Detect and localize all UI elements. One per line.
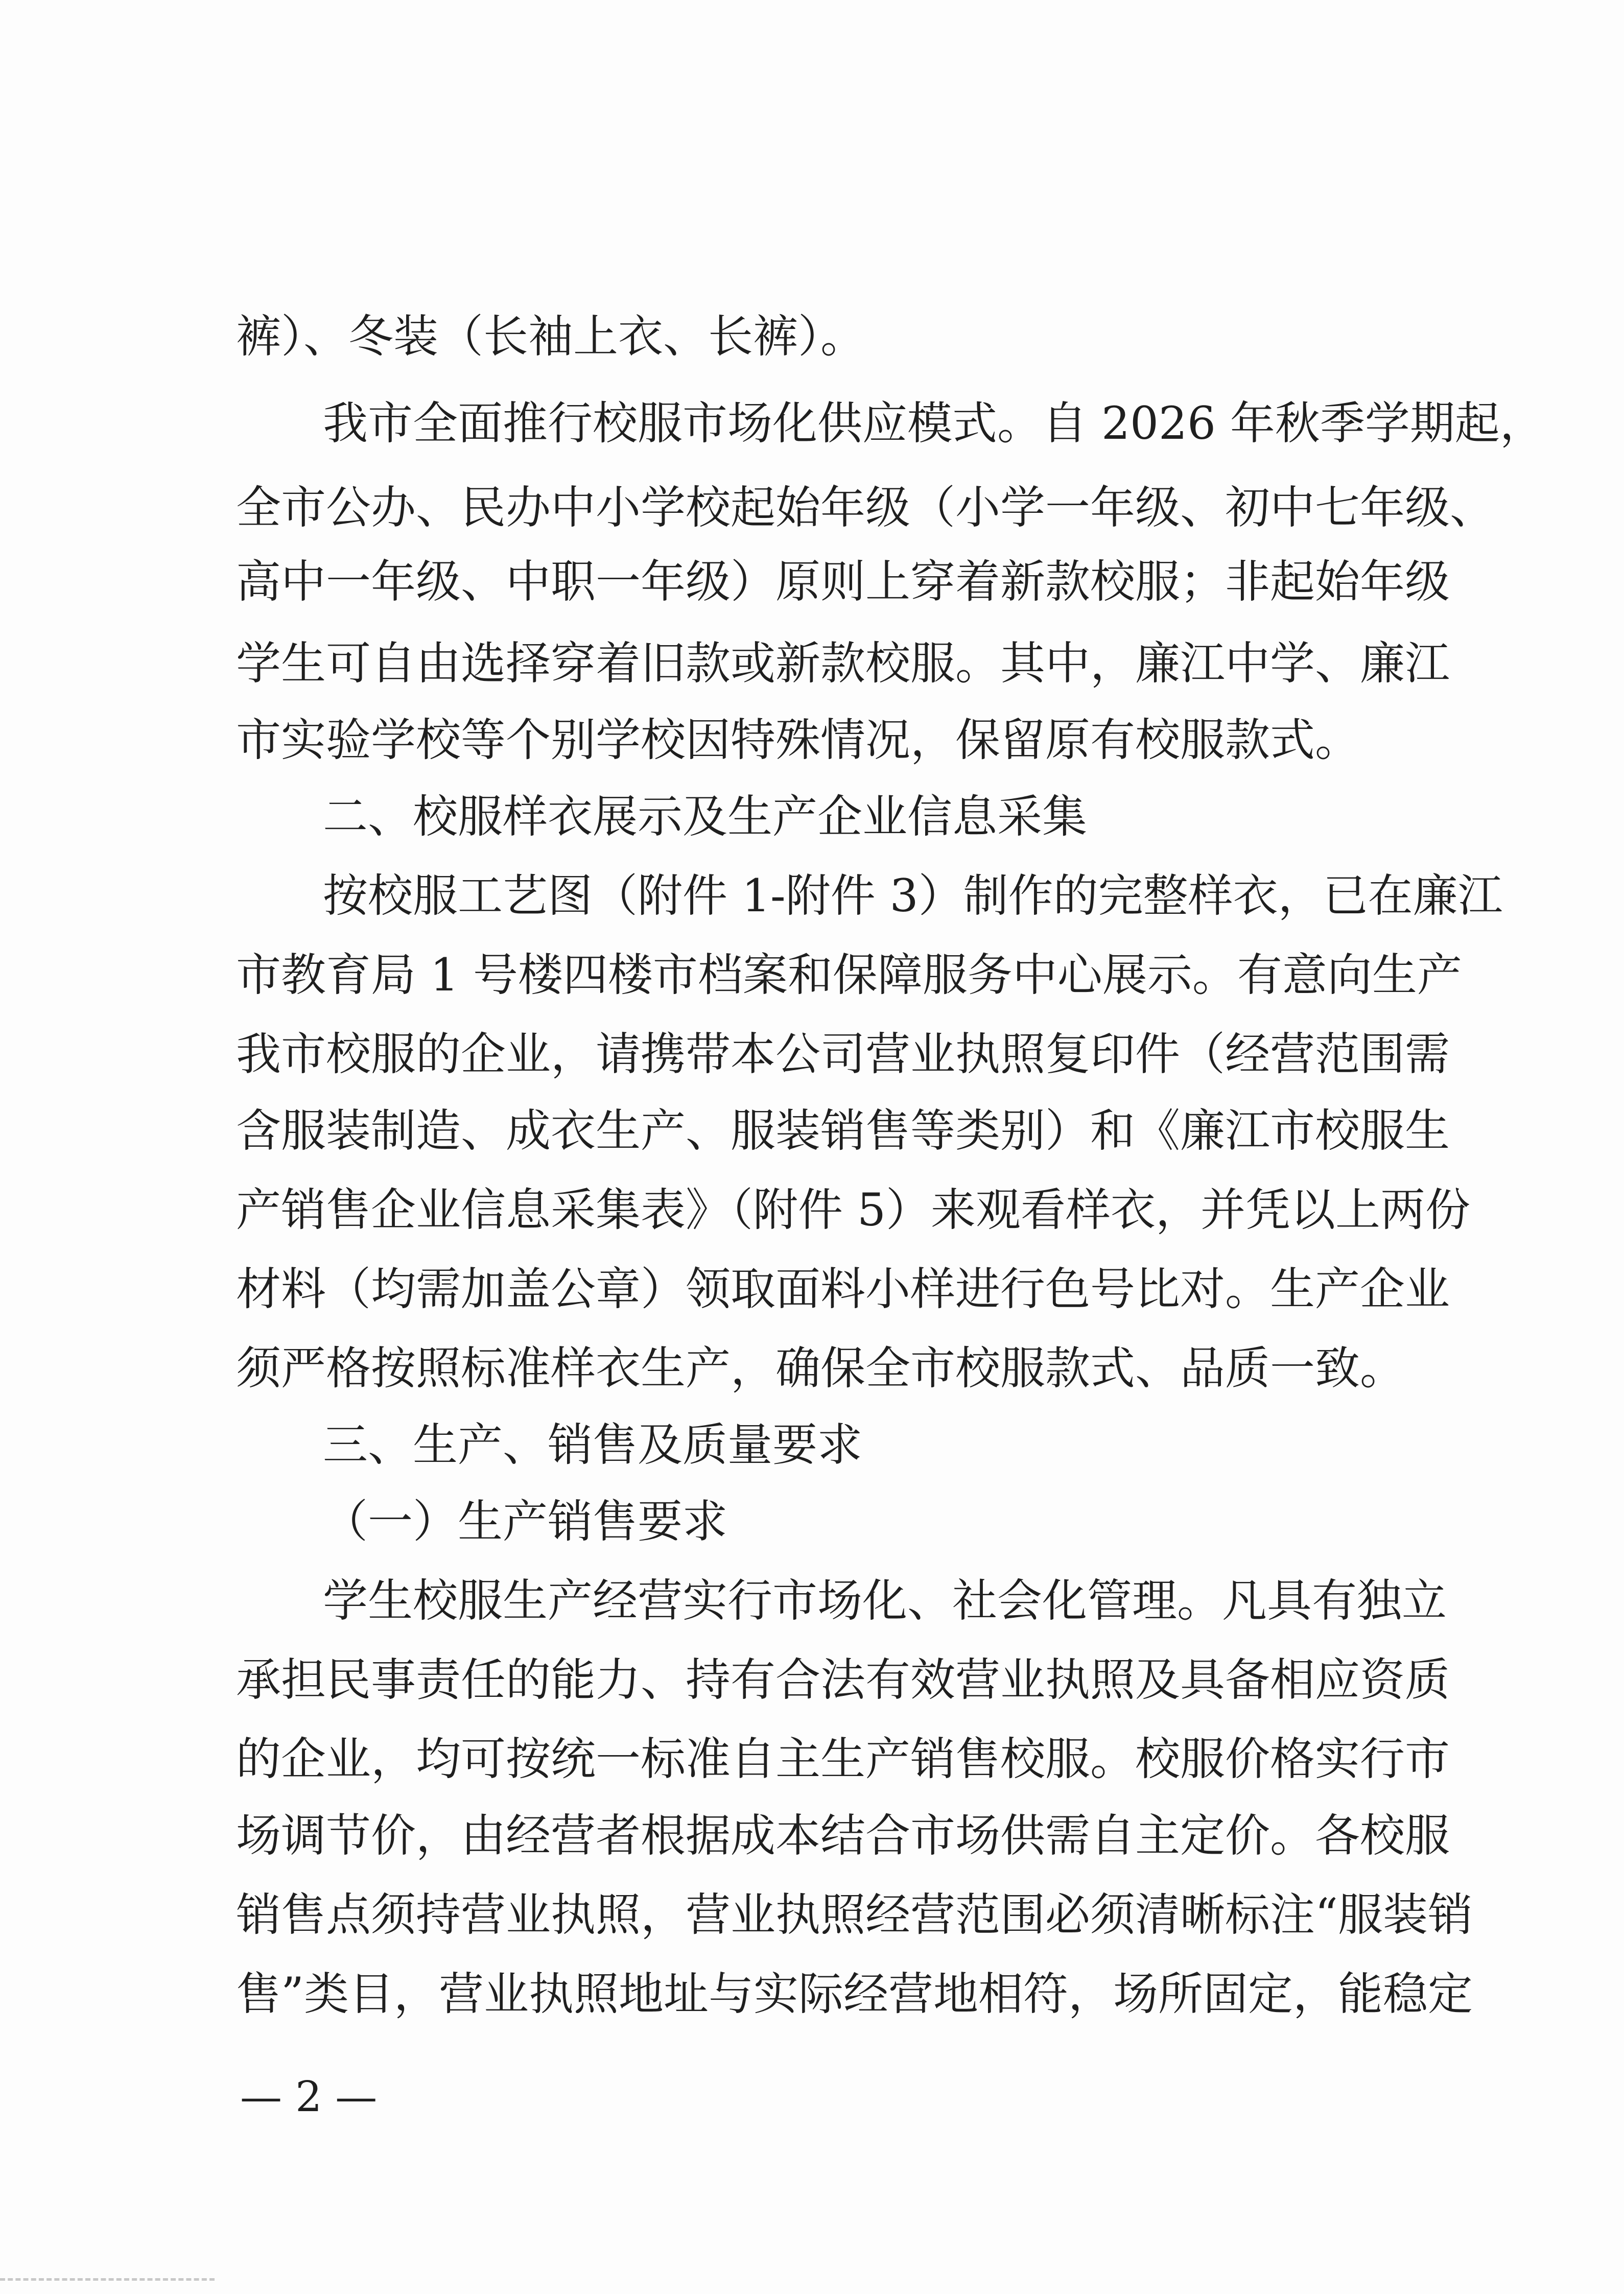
text-line-13: 材料（均需加盖公章）领取面料小样进行色号比对。生产企业 bbox=[236, 1263, 1450, 1315]
text-line-19: 的企业，均可按统一标准自主生产销售校服。校服价格实行市 bbox=[236, 1733, 1450, 1785]
text-line-2: 我市全面推行校服市场化供应模式。自 2026 年秋季学期起， bbox=[323, 397, 1545, 450]
text-line-18: 承担民事责任的能力、持有合法有效营业执照及具备相应资质 bbox=[236, 1653, 1450, 1706]
text-line-8: 按校服工艺图（附件 1-附件 3）制作的完整样衣，已在廉江 bbox=[323, 869, 1503, 922]
text-line-9: 市教育局 1 号楼四楼市档案和保障服务中心展示。有意向生产 bbox=[236, 949, 1462, 1001]
section-heading-3: 三、生产、销售及质量要求 bbox=[323, 1418, 863, 1471]
text-line-21: 销售点须持营业执照，营业执照经营范围必须清晰标注“服装销 bbox=[236, 1888, 1473, 1941]
text-line-22: 售”类目，营业执照地址与实际经营地相符，场所固定，能稳定 bbox=[236, 1968, 1473, 2020]
text-line-6: 市实验学校等个别学校因特殊情况，保留原有校服款式。 bbox=[236, 714, 1360, 766]
text-line-1: 裤）、冬装（长袖上衣、长裤）。 bbox=[236, 310, 866, 363]
text-line-10: 我市校服的企业，请携带本公司营业执照复印件（经营范围需 bbox=[236, 1028, 1450, 1080]
text-line-4: 高中一年级、中职一年级）原则上穿着新款校服；非起始年级 bbox=[236, 555, 1450, 608]
section-heading-2: 二、校服样衣展示及生产企业信息采集 bbox=[323, 790, 1088, 843]
text-line-12: 产销售企业信息采集表》（附件 5）来观看样衣，并凭以上两份 bbox=[236, 1184, 1470, 1236]
text-line-11: 含服装制造、成衣生产、服装销售等类别）和《廉江市校服生 bbox=[236, 1104, 1450, 1157]
scan-edge-dash bbox=[0, 2278, 215, 2281]
page-number: — 2 — bbox=[240, 2073, 378, 2121]
text-line-3: 全市公办、民办中小学校起始年级（小学一年级、初中七年级、 bbox=[236, 481, 1495, 534]
text-line-14: 须严格按照标准样衣生产，确保全市校服款式、品质一致。 bbox=[236, 1342, 1405, 1394]
text-line-17: 学生校服生产经营实行市场化、社会化管理。凡具有独立 bbox=[323, 1574, 1447, 1627]
subsection-heading-1: （一）生产销售要求 bbox=[323, 1495, 728, 1548]
text-line-5: 学生可自由选择穿着旧款或新款校服。其中，廉江中学、廉江 bbox=[236, 637, 1450, 690]
text-line-20: 场调节价，由经营者根据成本结合市场供需自主定价。各校服 bbox=[236, 1809, 1450, 1862]
